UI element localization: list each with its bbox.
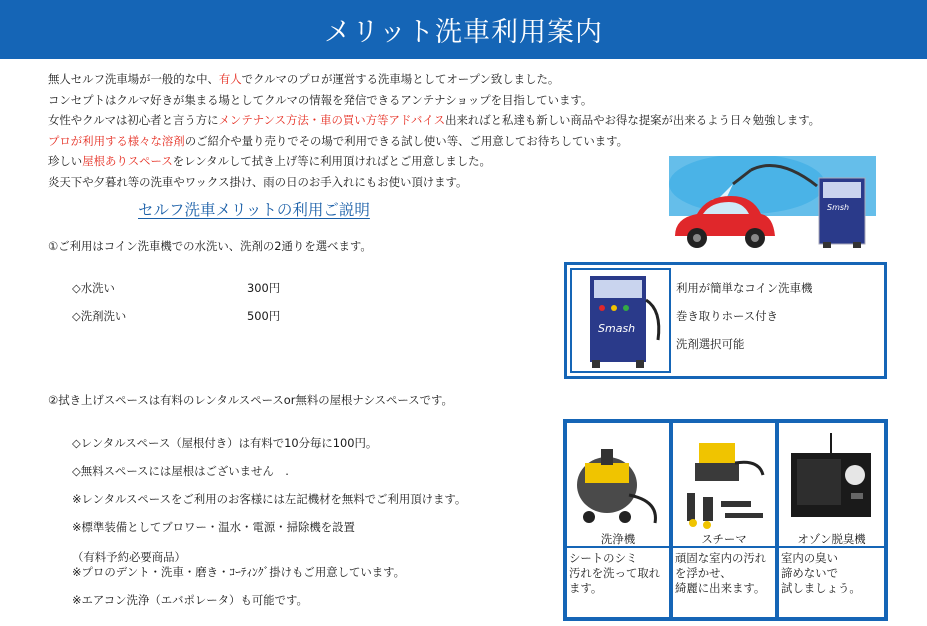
machine-brand-text: Smash: [598, 322, 636, 335]
section-subtitle: セルフ洗車メリットの利用ご説明: [138, 201, 370, 219]
machine-feature-3: 洗剤選択可能: [676, 337, 745, 351]
price-value-detergent: 500円: [247, 309, 281, 323]
ozone-machine-icon: [779, 423, 884, 533]
machine-feature-2: 巻き取りホース付き: [676, 309, 778, 323]
note-reservation: （有料予約必要商品）: [72, 550, 186, 564]
note-standard-equipment: ※標準装備としてブロワー・温水・電源・掃除機を設置: [72, 520, 355, 534]
equipment-image-ozone: [779, 423, 884, 533]
note-rental-space: ◇レンタルスペース（屋根付き）は有料で10分毎に100円。: [72, 436, 378, 450]
intro-line-5: 珍しい屋根ありスペースをレンタルして拭き上げ等に利用頂ければとご用意しました。: [48, 154, 491, 168]
intro-line-3: 女性やクルマは初心者と言う方にメンテナンス方法・車の買い方等アドバイス出来ればと私達も新しい商品やお得な提案が出来るよう日々勉強します。: [48, 113, 821, 127]
price-name-detergent: ◇洗剤洗い: [72, 309, 127, 323]
coin-machine-panel: [564, 262, 887, 379]
header-bar: [0, 0, 927, 59]
intro-line-4: プロが利用する様々な溶剤のご紹介や量り売りでその場で利用できる試し使い等、ご用意してお待ちしています。: [48, 133, 629, 148]
machine-feature-1: 利用が簡単なコイン洗車機: [676, 281, 813, 295]
equipment-label-steamer: スチーマ: [673, 533, 775, 546]
section1-heading: ①ご利用はコイン洗車機での水洗い、洗剤の2通りを選べます。: [48, 239, 372, 253]
intro-line-2: コンセプトはクルマ好きが集まる場としてクルマの情報を発信できるアンテナショップを目指しています。: [48, 92, 593, 107]
washer-icon: [567, 423, 669, 533]
page-title: メリット洗車利用案内: [324, 17, 603, 48]
equipment-image-steamer: [673, 423, 775, 533]
car-wash-illustration: [669, 156, 876, 252]
coin-machine-icon: [572, 270, 669, 371]
note-equipment-free: ※レンタルスペースをご利用のお客様には左記機材を無料でご利用頂けます。: [72, 492, 467, 506]
equipment-desc-washer: シートのシミ 汚れを洗って取れ ます。: [567, 548, 669, 617]
equipment-desc-steamer: 頑固な室内の汚れ を浮かせ、 綺麗に出来ます。: [673, 548, 775, 617]
equipment-label-washer: 洗浄機: [567, 533, 669, 546]
car-wash-icon: [669, 156, 876, 252]
note-pro-services: ※プロのデント・洗車・磨き・ｺｰﾃｨﾝｸﾞ掛けもご用意しています。: [72, 565, 406, 579]
price-name-water: ◇水洗い: [72, 281, 115, 295]
equipment-desc-ozone: 室内の臭い 諦めないで 試しましょう。: [779, 548, 884, 617]
coin-machine-image: [570, 268, 671, 373]
note-aircon-cleaning: ※エアコン洗浄（エバポレータ）も可能です。: [72, 593, 308, 607]
equipment-image-washer: [567, 423, 669, 533]
equipment-grid: [563, 419, 888, 621]
intro-line-1: 無人セルフ洗車場が一般的な中、有人でクルマのプロが運営する洗車場としてオープン致しました。: [48, 72, 560, 86]
note-free-space: ◇無料スペースには屋根はございません .: [72, 464, 289, 478]
svg-text:Smsh: Smsh: [827, 203, 850, 212]
price-value-water: 300円: [247, 281, 281, 295]
intro-line-6: 炎天下や夕暮れ等の洗車やワックス掛け、雨の日のお手入れにもお使い頂けます。: [48, 174, 468, 189]
section2-heading: ②拭き上げスペースは有料のレンタルスペースor無料の屋根ナシスペースです。: [48, 393, 453, 407]
steamer-icon: [673, 423, 775, 533]
equipment-label-ozone: オゾン脱臭機: [779, 533, 884, 546]
